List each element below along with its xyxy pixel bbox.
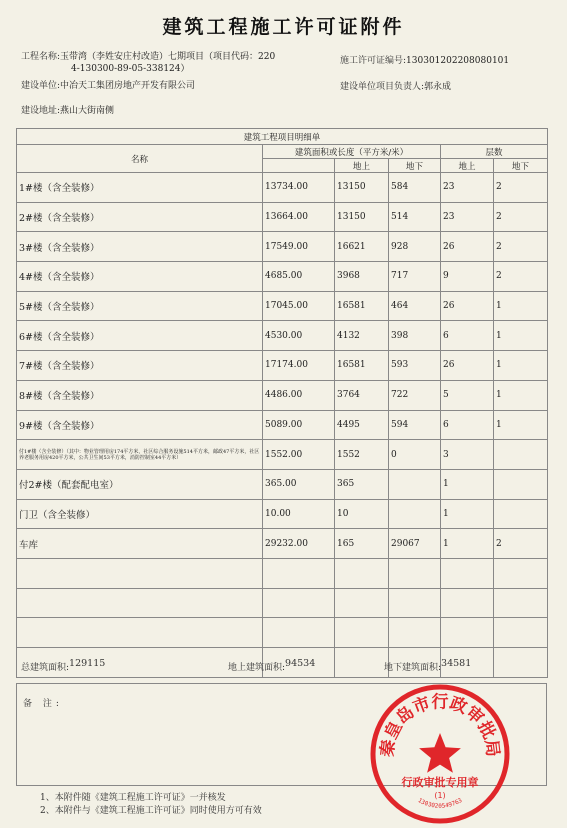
cell-above-area (335, 588, 389, 618)
table-row (17, 321, 548, 351)
cell-name: 5#楼（含全装修） (17, 291, 263, 321)
table-row (17, 558, 548, 588)
cell-floors-below (494, 469, 548, 499)
cell-floors-below (494, 588, 548, 618)
cell-floors-above: 1 (441, 469, 494, 499)
cell-total-area: 13734.00 (263, 173, 335, 203)
cell-below-area (389, 558, 441, 588)
cell-floors-below: 1 (494, 351, 548, 381)
cell-below-area: 0 (389, 440, 441, 470)
project-name-line1: 玉带湾（李姓安庄村改造）七期项目（项目代码：220 (60, 52, 276, 62)
cell-name (17, 618, 263, 648)
construction-unit-block (21, 80, 195, 92)
project-leader: 郭永成 (424, 82, 452, 92)
below-area-label: 地下建筑面积: (384, 663, 442, 673)
table-row (17, 202, 548, 232)
project-name-label: 工程名称: (21, 52, 61, 62)
cell-above-area: 1552 (335, 440, 389, 470)
notes (40, 792, 262, 818)
table-row (17, 351, 548, 381)
cell-floors-above: 3 (441, 440, 494, 470)
table-row (17, 618, 548, 648)
construction-unit: 中冶天工集团房地产开发有限公司 (60, 81, 196, 91)
cell-floors-above: 26 (441, 351, 494, 381)
cell-below-area: 717 (389, 262, 441, 292)
cell-floors-below: 2 (494, 173, 548, 203)
column-header-floors-above: 地上 (441, 159, 494, 173)
cell-above-area: 16621 (335, 232, 389, 262)
cell-name: 付1#楼（含全装修）（其中：物业管理用房174平方米，社区综合服务设施514平方米，邮政47平方米，社区养老服务用房420平方米，公共卫生间53平方米，消防控制室44平方米） (17, 440, 263, 470)
permit-number-label: 施工许可证编号: (340, 56, 407, 66)
cell-total-area: 4685.00 (263, 262, 335, 292)
cell-floors-below: 1 (494, 410, 548, 440)
cell-below-area (389, 588, 441, 618)
cell-above-area (335, 618, 389, 648)
cell-below-area: 593 (389, 351, 441, 381)
cell-name: 6#楼（含全装修） (17, 321, 263, 351)
remarks-label: 备 注: (23, 699, 63, 709)
project-leader-block (340, 81, 451, 93)
cell-name: 9#楼（含全装修） (17, 410, 263, 440)
table-row (17, 499, 548, 529)
cell-total-area: 29232.00 (263, 529, 335, 559)
project-leader-label: 建设单位项目负责人: (340, 82, 425, 92)
cell-above-area: 3968 (335, 262, 389, 292)
construction-address-label: 建设地址: (21, 106, 61, 116)
column-header-area-above: 地上 (335, 159, 389, 173)
below-area-value: 34581 (441, 658, 472, 669)
column-header-floors: 层数 (441, 145, 548, 159)
table-row (17, 262, 548, 292)
cell-total-area: 5089.00 (263, 410, 335, 440)
cell-below-area (389, 469, 441, 499)
project-name-block (21, 51, 337, 75)
construction-unit-label: 建设单位: (21, 81, 61, 91)
cell-floors-above: 6 (441, 410, 494, 440)
cell-floors-below (494, 648, 548, 678)
cell-total-area: 4530.00 (263, 321, 335, 351)
note-2: 2、本附件与《建筑工程施工许可证》同时使用方可有效 (40, 806, 262, 816)
cell-total-area: 17549.00 (263, 232, 335, 262)
permit-number-block (340, 55, 509, 67)
cell-below-area: 398 (389, 321, 441, 351)
cell-total-area: 13664.00 (263, 202, 335, 232)
table-row (17, 469, 548, 499)
cell-floors-above (441, 558, 494, 588)
table-row (17, 173, 548, 203)
cell-above-area: 16581 (335, 291, 389, 321)
cell-floors-above: 26 (441, 232, 494, 262)
table-row (17, 588, 548, 618)
above-area-label: 地上建筑面积: (228, 663, 286, 673)
cell-above-area: 3764 (335, 380, 389, 410)
cell-below-area: 722 (389, 380, 441, 410)
column-header-blank (263, 159, 335, 173)
cell-above-area: 13150 (335, 202, 389, 232)
table-row (17, 529, 548, 559)
cell-above-area: 365 (335, 469, 389, 499)
cell-above-area: 4132 (335, 321, 389, 351)
cell-name: 1#楼（含全装修） (17, 173, 263, 203)
cell-below-area: 584 (389, 173, 441, 203)
cell-floors-above: 23 (441, 173, 494, 203)
seal-index: (1) (434, 791, 446, 800)
cell-floors-below: 2 (494, 202, 548, 232)
column-header-area-below: 地下 (389, 159, 441, 173)
cell-name: 门卫（含全装修） (17, 499, 263, 529)
cell-above-area: 13150 (335, 173, 389, 203)
cell-below-area: 514 (389, 202, 441, 232)
column-header-floors-below: 地下 (494, 159, 548, 173)
cell-floors-above: 1 (441, 499, 494, 529)
page-title: 建筑工程施工许可证附件 (162, 16, 405, 38)
construction-address-block (21, 105, 114, 117)
cell-total-area (263, 558, 335, 588)
cell-floors-below: 2 (494, 529, 548, 559)
cell-name: 3#楼（含全装修） (17, 232, 263, 262)
cell-floors-above: 1 (441, 529, 494, 559)
cell-floors-below: 1 (494, 291, 548, 321)
above-area-block (228, 660, 315, 673)
below-area-block (384, 660, 471, 673)
total-area-label: 总建筑面积: (21, 663, 70, 673)
cell-floors-above: 6 (441, 321, 494, 351)
seal-org-name: 秦皇岛市行政审批局 (377, 692, 503, 758)
cell-total-area: 4486.00 (263, 380, 335, 410)
cell-below-area: 464 (389, 291, 441, 321)
project-detail-table (16, 128, 548, 678)
note-1: 1、本附件随《建筑工程施工许可证》一并核发 (40, 793, 226, 803)
cell-floors-below (494, 499, 548, 529)
cell-above-area: 4495 (335, 410, 389, 440)
permit-number: 130301202208080101 (406, 56, 510, 66)
cell-below-area (389, 618, 441, 648)
cell-name: 付2#楼（配套配电室） (17, 469, 263, 499)
table-row (17, 440, 548, 470)
cell-name: 2#楼（含全装修） (17, 202, 263, 232)
cell-total-area: 1552.00 (263, 440, 335, 470)
column-header-area: 建筑面积或长度（平方米/米） (263, 145, 441, 159)
seal-star-icon (419, 733, 461, 773)
cell-floors-above: 9 (441, 262, 494, 292)
column-header-name: 名称 (17, 145, 263, 173)
cell-name: 7#楼（含全装修） (17, 351, 263, 381)
cell-total-area: 17174.00 (263, 351, 335, 381)
cell-below-area: 29067 (389, 529, 441, 559)
seal-code: 1303020549763 (416, 797, 464, 810)
cell-name (17, 558, 263, 588)
table-row (17, 232, 548, 262)
cell-name: 4#楼（含全装修） (17, 262, 263, 292)
cell-total-area: 365.00 (263, 469, 335, 499)
cell-total-area: 17045.00 (263, 291, 335, 321)
cell-name: 8#楼（含全装修） (17, 380, 263, 410)
cell-total-area: 10.00 (263, 499, 335, 529)
cell-above-area (335, 558, 389, 588)
table-row (17, 380, 548, 410)
total-area-block (21, 660, 105, 673)
project-name-line2: 4-130300-89-05-338124） (71, 64, 190, 74)
cell-floors-below (494, 618, 548, 648)
cell-floors-above (441, 618, 494, 648)
official-seal (369, 683, 511, 825)
cell-floors-above: 26 (441, 291, 494, 321)
cell-below-area: 594 (389, 410, 441, 440)
cell-floors-above: 23 (441, 202, 494, 232)
above-area-value: 94534 (285, 658, 316, 669)
total-area-value: 129115 (69, 658, 106, 669)
table-body (17, 173, 548, 678)
cell-name (17, 588, 263, 618)
cell-below-area (389, 499, 441, 529)
cell-below-area: 928 (389, 232, 441, 262)
cell-floors-below: 1 (494, 380, 548, 410)
cell-floors-below (494, 558, 548, 588)
cell-floors-above: 5 (441, 380, 494, 410)
cell-name: 车库 (17, 529, 263, 559)
cell-above-area: 165 (335, 529, 389, 559)
cell-floors-below: 2 (494, 262, 548, 292)
cell-floors-below: 1 (494, 321, 548, 351)
table-caption: 建筑工程项目明细单 (17, 129, 548, 145)
cell-above-area: 10 (335, 499, 389, 529)
cell-above-area (335, 648, 389, 678)
table-row (17, 410, 548, 440)
cell-floors-above (441, 588, 494, 618)
seal-purpose: 行政审批专用章 (401, 776, 479, 789)
cell-floors-below: 2 (494, 232, 548, 262)
cell-total-area (263, 588, 335, 618)
cell-floors-below (494, 440, 548, 470)
cell-total-area (263, 618, 335, 648)
table-row (17, 291, 548, 321)
construction-address: 燕山大街南侧 (60, 106, 115, 116)
cell-above-area: 16581 (335, 351, 389, 381)
